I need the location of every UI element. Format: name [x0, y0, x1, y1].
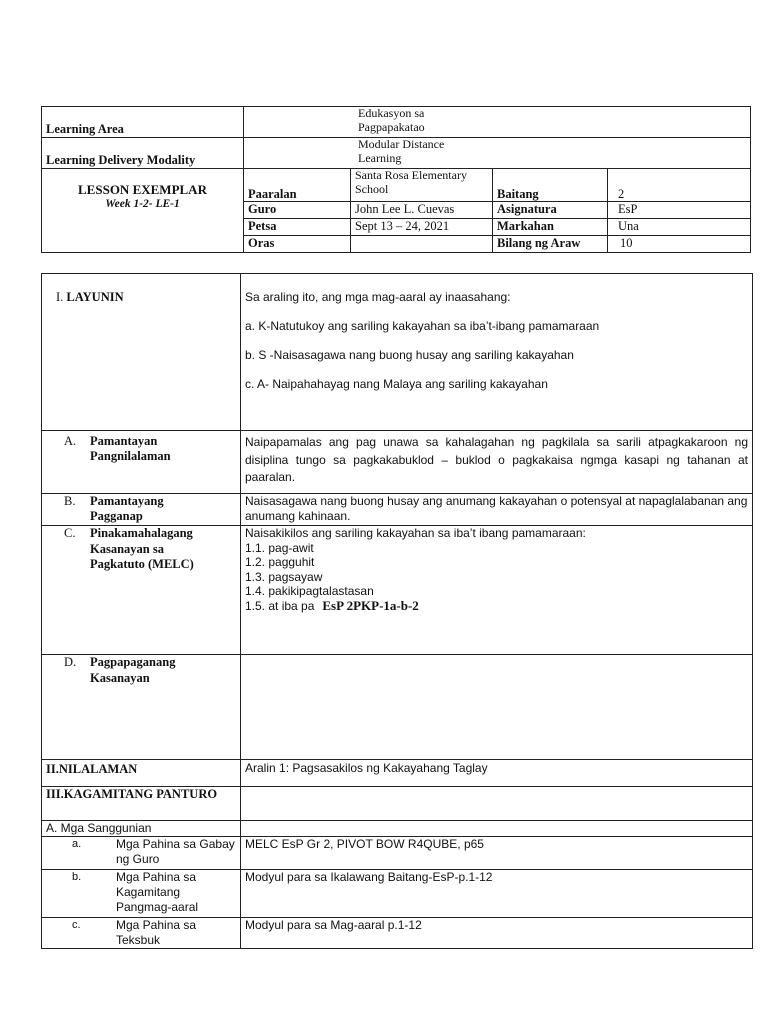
sanggunian-item-label: Mga Pahina sa Kagamitang Pangmag-aaral	[116, 870, 199, 914]
pamantayan-nilalaman-number: A.	[64, 434, 77, 448]
pagpapaganang-label: Pagpapaganang Kasanayan	[90, 655, 176, 685]
learning-area-label: Learning Area	[42, 107, 244, 138]
lesson-header-table	[41, 106, 751, 253]
layunin-label-cell	[42, 274, 241, 431]
pamantayan-nilalaman-text: Naipapamalas ang pag unawa sa kahalagahan ng pagkilala sa sarili atpagkakaroon ng disiplina tungo sa pagkakabuklod – buklod o pagkakaisa ngmga kasapi ng tahanan at paaralan.	[241, 431, 753, 494]
petsa-value: Sept 13 – 24, 2021	[351, 219, 493, 236]
pagpapaganang-content	[241, 655, 753, 760]
melc-number: C.	[64, 526, 76, 540]
exemplar-week: Week 1-2- LE-1	[105, 198, 180, 210]
baitang-label: Baitang	[493, 169, 608, 202]
layunin-item: c. A- Naipahahayag nang Malaya ang sariling kakayahan	[245, 377, 548, 391]
paaralan-label: Paaralan	[244, 169, 351, 202]
layunin-content	[241, 274, 753, 431]
sanggunian-content	[241, 821, 753, 837]
sanggunian-item-number: a.	[72, 838, 82, 850]
baitang-value: 2	[608, 169, 751, 202]
kagamitan-content	[241, 787, 753, 821]
melc-item: 1.1. pag-awit	[245, 540, 314, 555]
exemplar-heading: LESSON EXEMPLAR	[78, 182, 207, 197]
markahan-label: Markahan	[493, 219, 608, 236]
melc-label: Pinakamahalagang Kasanayan sa Pagkatuto (MELC)	[90, 526, 194, 571]
sanggunian-item-value: Modyul para sa Mag-aaral p.1-12	[241, 918, 753, 949]
layunin-number: I.	[56, 290, 64, 304]
kagamitan-label: III.KAGAMITANG PANTURO	[42, 787, 241, 821]
pamantayan-nilalaman-label-cell	[42, 431, 241, 494]
markahan-value: Una	[608, 219, 751, 236]
sanggunian-item-label-cell	[42, 918, 241, 949]
layunin-item: b. S -Naisasagawa nang buong husay ang sariling kakayahan	[245, 348, 574, 362]
paaralan-value: Santa Rosa Elementary School	[351, 169, 493, 202]
sanggunian-item-number: b.	[72, 871, 82, 883]
sanggunian-item-number: c.	[72, 919, 81, 931]
pamantayan-pagganap-label-cell	[42, 494, 241, 526]
melc-content	[241, 526, 753, 655]
bilang-ng-araw-value: 10	[608, 236, 751, 253]
nilalaman-text: Aralin 1: Pagsasakilos ng Kakayahang Taglay	[241, 760, 753, 787]
melc-label-cell	[42, 526, 241, 655]
sanggunian-label: A. Mga Sanggunian	[42, 821, 241, 837]
guro-value: John Lee L. Cuevas	[351, 202, 493, 219]
melc-item: 1.3. pagsayaw	[245, 569, 323, 584]
pamantayan-pagganap-label: Pamantayang Pagganap	[90, 494, 164, 523]
melc-item: 1.2. pagguhit	[245, 555, 315, 569]
melc-code: EsP 2PKP-1a-b-2	[322, 597, 419, 613]
layunin-label: LAYUNIN	[66, 290, 124, 304]
sanggunian-item-label: Mga Pahina sa Teksbuk	[116, 918, 197, 947]
delivery-modality-value: Modular Distance Learning	[244, 138, 751, 169]
oras-label: Oras	[244, 236, 351, 253]
melc-item: 1.4. pakikipagtalastasan	[245, 584, 374, 598]
asignatura-label: Asignatura	[493, 202, 608, 219]
layunin-item: a. K-Natutukoy ang sariling kakayahan sa iba’t-ibang pamamaraan	[245, 319, 600, 333]
asignatura-value: EsP	[608, 202, 751, 219]
petsa-label: Petsa	[244, 219, 351, 236]
pamantayan-pagganap-number: B.	[64, 494, 76, 508]
layunin-intro: Sa araling ito, ang mga mag-aaral ay inaasahang:	[245, 290, 511, 304]
sanggunian-item-label-cell	[42, 837, 241, 870]
guro-label: Guro	[244, 202, 351, 219]
learning-area-value: Edukasyon sa Pagpapakatao	[244, 107, 751, 138]
melc-item: 1.5. at iba pa EsP 2PKP-1a-b-2	[245, 597, 419, 613]
sanggunian-item-label-cell	[42, 870, 241, 918]
pamantayan-pagganap-text: Naisasagawa nang buong husay ang anumang kakayahan o potensyal at napaglalabanan ang anumang kahinaan.	[241, 494, 753, 526]
delivery-modality-label: Learning Delivery Modality	[42, 138, 244, 169]
sanggunian-item-label: Mga Pahina sa Gabay ng Guro	[116, 837, 235, 866]
melc-intro: Naisakikilos ang sariling kakayahan sa iba’t ibang pamamaraan:	[245, 526, 586, 540]
sanggunian-item-value: MELC EsP Gr 2, PIVOT BOW R4QUBE, p65	[241, 837, 753, 870]
sanggunian-item-value: Modyul para sa Ikalawang Baitang-EsP-p.1-12	[241, 870, 753, 918]
pamantayan-nilalaman-label: Pamantayan Pangnilalaman	[90, 434, 171, 463]
lesson-exemplar-title	[42, 169, 244, 253]
lesson-plan-table	[41, 273, 753, 949]
oras-value	[351, 236, 493, 253]
nilalaman-label: II.NILALAMAN	[42, 760, 241, 787]
pagpapaganang-number: D.	[64, 655, 77, 669]
bilang-ng-araw-label: Bilang ng Araw	[493, 236, 608, 253]
pagpapaganang-label-cell	[42, 655, 241, 760]
